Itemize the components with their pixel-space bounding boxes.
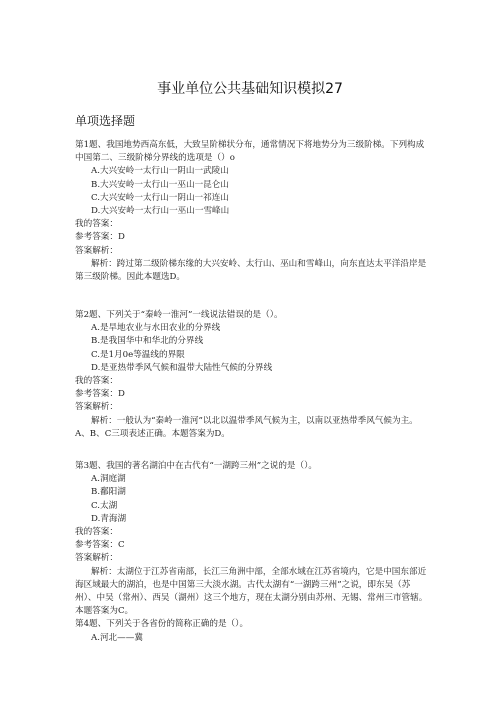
option-a: A.是旱地农业与水田农业的分界线 (91, 323, 221, 334)
option-a: A.大兴安岭一太行山一阴山一武陵山 (91, 166, 229, 177)
question-2 (75, 309, 429, 441)
reference-answer: 参考答案：D (75, 232, 125, 243)
option-c: C.是1月0e等温线的界限 (91, 349, 185, 360)
option-c: C.大兴安岭一太行山一阴山一祁连山 (91, 192, 229, 203)
question-stem: 第4题、下列关于各省份的简称正确的是（）。 (75, 619, 249, 630)
question-stem: 第2题、下列关于“秦岭一淮河”一线说法错误的是（）。 (75, 310, 283, 320)
option-a: A.河北——冀 (91, 632, 143, 643)
option-d: D.大兴安岭一太行山一巫山一雪峰山 (91, 205, 230, 216)
analysis-text: 解析：太湖位于江苏省南部，长江三角洲中部，全部水域在江苏省境内，它是中国东部近海区域最大的湖泊，也是中国第三大淡水湖。古代太湖有“一湖跨三州”之说，即东吴（苏州）、中吴（常州）、西吴（湖州）这三个地方，现在太湖分别由苏州、无锡、常州三市管辖。本题答案为C。 (75, 566, 428, 617)
option-d: D.是亚热带季风气候和温带大陆性气候的分界线 (91, 362, 273, 373)
analysis-label: 答案解析： (75, 553, 118, 564)
option-b: B.是我国华中和华北的分界线 (91, 336, 204, 347)
page-title: 事业单位公共基础知识模拟27 (157, 81, 343, 97)
question-stem: 第3题、我国的著名湖泊中在古代有“一湖跨三州”之说的是（）。 (75, 461, 317, 471)
analysis-label: 答案解析： (75, 402, 118, 413)
analysis-text: 解析：跨过第二级阶梯东缘的大兴安岭、太行山、巫山和雪峰山，向东直达太平洋沿岸是第三级阶梯。因此本题选D。 (75, 258, 427, 282)
option-b: B.大兴安岭一太行山一巫山一昆仑山 (91, 179, 229, 190)
my-answer: 我的答案： (75, 526, 118, 537)
option-a: A.洞庭湖 (91, 474, 126, 485)
analysis-label: 答案解析： (75, 245, 118, 256)
question-1 (75, 139, 429, 284)
reference-answer: 参考答案：C (75, 540, 125, 551)
option-d: D.青海湖 (91, 513, 127, 524)
question-stem: 第1题、我国地势西高东低，大致呈阶梯状分布，通常情况下将地势分为三级阶梯。下列构成中国第二、三级阶梯分界线的选项是（）o (75, 140, 425, 164)
section-heading: 单项选择题 (75, 114, 136, 128)
reference-answer: 参考答案：D (75, 389, 125, 400)
my-answer: 我的答案： (75, 375, 118, 386)
option-b: B.鄱阳湖 (91, 487, 126, 498)
my-answer: 我的答案： (75, 219, 118, 230)
analysis-text: 解析：一般认为“秦岭一淮河”以北以温带季风气候为主，以南以亚热带季风气候为主。A、B、C三项表述正确。本题答案为D。 (75, 415, 418, 439)
option-c: C.太湖 (91, 500, 118, 511)
question-3 (75, 460, 429, 645)
